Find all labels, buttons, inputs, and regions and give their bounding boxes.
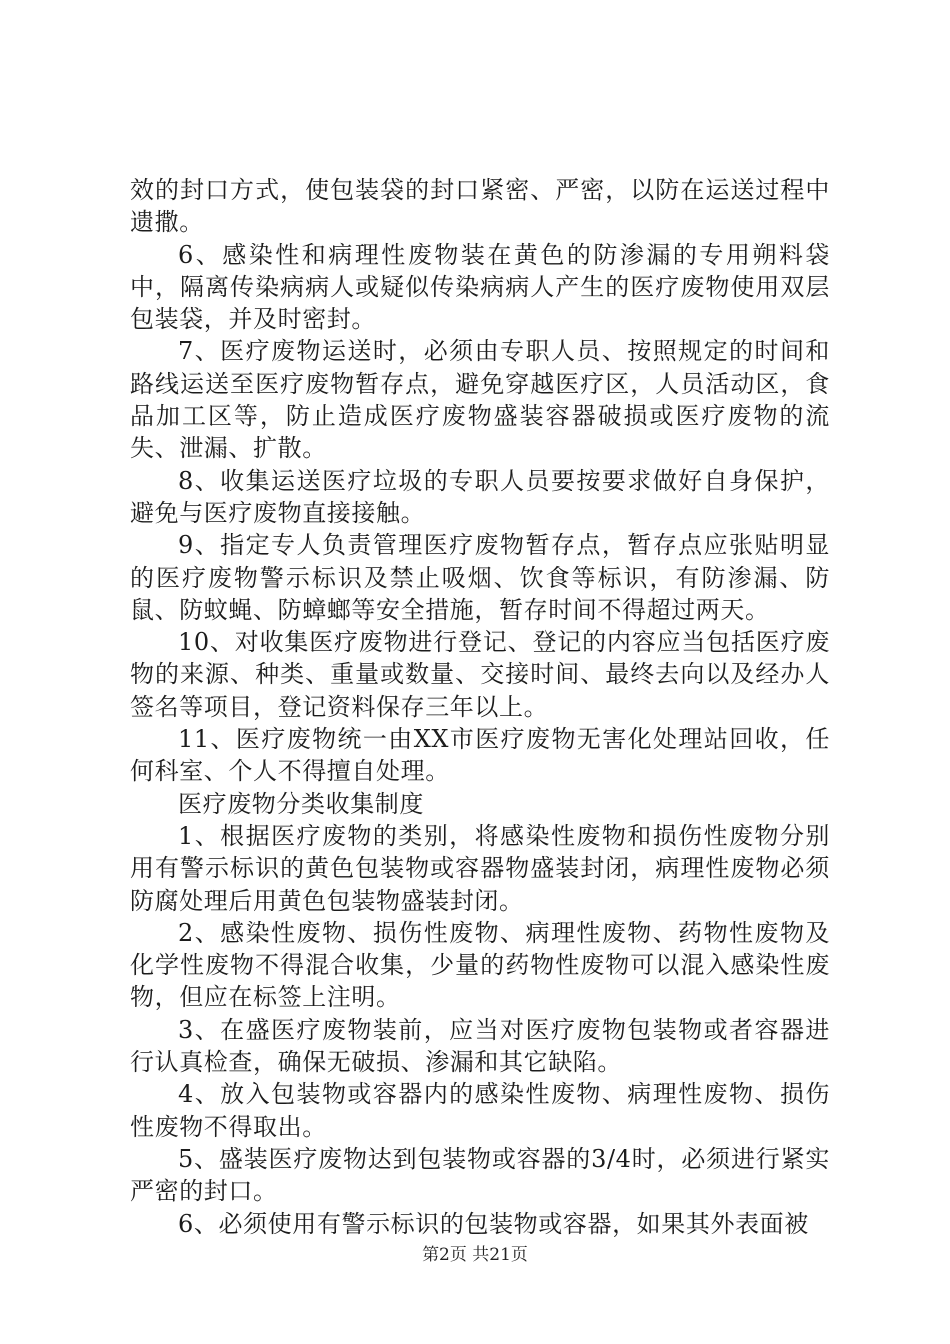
paragraph: 4、放入包装物或容器内的感染性废物、病理性废物、损伤性废物不得取出。 <box>130 1080 830 1141</box>
paragraph: 3、在盛医疗废物装前，应当对医疗废物包装物或者容器进行认真检查，确保无破损、渗漏和其它缺陷。 <box>130 1015 830 1077</box>
page-footer <box>0 1243 950 1267</box>
paragraph: 效的封口方式，使包装袋的封口紧密、严密，以防在运送过程中遗撒。 <box>130 176 830 237</box>
document-body <box>130 174 830 1240</box>
paragraph: 10、对收集医疗废物进行登记、登记的内容应当包括医疗废物的来源、种类、重量或数量、交接时间、最终去向以及经办人签名等项目，登记资料保存三年以上。 <box>130 628 830 721</box>
paragraph: 9、指定专人负责管理医疗废物暂存点，暂存点应张贴明显的医疗废物警示标识及禁止吸烟、饮食等标识，有防渗漏、防鼠、防蚊蝇、防蟑螂等安全措施，暂存时间不得超过两天。 <box>130 531 830 624</box>
paragraph: 5、盛装医疗废物达到包装物或容器的3/4时，必须进行紧实严密的封口。 <box>130 1144 830 1206</box>
paragraph: 7、医疗废物运送时，必须由专职人员、按照规定的时间和路线运送至医疗废物暂存点，避免穿越医疗区，人员活动区，食品加工区等，防止造成医疗废物盛装容器破损或医疗废物的流失、泄漏、扩散。 <box>130 337 830 463</box>
section-heading: 医疗废物分类收集制度 <box>178 789 424 818</box>
paragraph: 8、收集运送医疗垃圾的专职人员要按要求做好自身保护，避免与医疗废物直接接触。 <box>130 466 830 527</box>
paragraph: 2、感染性废物、损伤性废物、病理性废物、药物性废物及化学性废物不得混合收集，少量的药物性废物可以混入感染性废物，但应在标签上注明。 <box>130 918 830 1012</box>
page-number-label: 第2页 共21页 <box>422 1245 528 1265</box>
paragraph: 6、必须使用有警示标识的包装物或容器，如果其外表面被 <box>178 1209 809 1238</box>
paragraph: 1、根据医疗废物的类别，将感染性废物和损伤性废物分别用有警示标识的黄色包装物或容器物盛装封闭，病理性废物必须防腐处理后用黄色包装物盛装封闭。 <box>130 821 830 915</box>
paragraph: 11、医疗废物统一由XX市医疗废物无害化处理站回收，任何科室、个人不得擅自处理。 <box>130 725 830 786</box>
paragraph: 6、感染性和病理性废物装在黄色的防渗漏的专用朔料袋中，隔离传染病病人或疑似传染病病人产生的医疗废物使用双层包装袋，并及时密封。 <box>130 240 830 334</box>
